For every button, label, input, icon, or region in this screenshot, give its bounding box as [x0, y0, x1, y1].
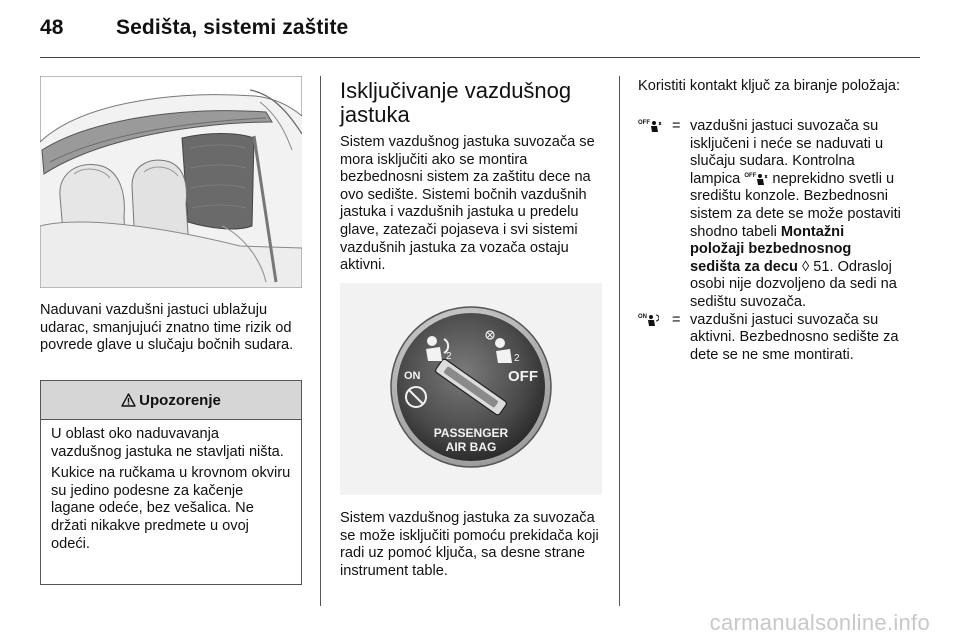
- inline-airbag-off-text: OFF: [744, 172, 757, 179]
- definition-off-text-c: . Odrasloj osobi nije dozvoljeno da sedi na sedištu suvozača.: [690, 258, 897, 310]
- definition-off: [638, 118, 902, 312]
- curtain-airbag-illustration: [40, 76, 302, 288]
- switch-label-off: OFF: [508, 368, 538, 385]
- passenger-airbag-off-icon: [650, 120, 662, 133]
- switch-label-airbag: AIR BAG: [445, 440, 497, 454]
- definition-off-text-b: neprekidno svetli u središtu konzole. Bezbednosni sistem za dete se može postaviti shodno tabeli: [690, 170, 901, 240]
- column-separator-1: [320, 76, 321, 606]
- page-number: 48: [40, 16, 64, 39]
- airbag-on-symbol-text: ON: [638, 313, 647, 320]
- column-separator-2: [619, 76, 620, 606]
- section-heading: Isključivanje vazdušnog jastuka: [340, 78, 572, 127]
- column3-intro: Koristiti kontakt ključ za biranje položaja:: [638, 78, 901, 94]
- page-title: Sedišta, sistemi zaštite: [116, 16, 349, 39]
- airbag-key-switch-photo: [340, 283, 602, 495]
- passenger-airbag-on-icon: [647, 314, 659, 327]
- switch-label-passenger: PASSENGER: [433, 426, 509, 440]
- figure2-caption: Sistem vazdušnog jastuka za suvozača se može isključiti pomoću prekidača koji radi uz pomoć ključa, sa desne strane instrument table.: [340, 510, 599, 579]
- airbag-off-symbol-text: OFF: [638, 120, 650, 126]
- cross-reference-title[interactable]: Montažni položaji bezbednosnog sedišta za decu: [690, 223, 852, 275]
- warning-triangle-icon: [121, 393, 136, 407]
- airbag-switch-drawing: [340, 283, 602, 495]
- definition-off-text-a: vazdušni jastuci suvozača su isključeni i neće se naduvati u slučaju sudara. Kontrolna lampica: [690, 118, 884, 187]
- reference-page[interactable]: 51: [813, 258, 830, 275]
- warning-title: Upozorenje: [139, 391, 221, 409]
- position-definitions: [638, 118, 902, 364]
- figure1-caption: Naduvani vazdušni jastuci ublažuju udarac, smanjujući znatno time rizik od povrede glave u slučaju bočnih sudara.: [40, 302, 294, 354]
- watermark: carmanualsonline.info: [709, 610, 930, 635]
- page-header: [40, 16, 348, 40]
- switch-label-on: ON: [404, 370, 421, 382]
- definition-on: [638, 312, 902, 365]
- warning-paragraph-2: Kukice na ručkama u krovnom okviru su jedino podesne za kačenje lagane odeće, bez vešalica. Ne držati nikakve predmete u ovoj odeći.: [51, 465, 291, 552]
- car-interior-drawing: [40, 76, 302, 288]
- warning-box: [40, 380, 302, 585]
- warning-paragraph-1: U oblast oko naduvavanja vazdušnog jastuka ne stavljati ništa.: [51, 426, 284, 460]
- switch-sub-left: 2: [446, 351, 452, 362]
- warning-header: [41, 381, 301, 420]
- reference-arrow-icon: ◊: [801, 258, 810, 275]
- section-intro: Sistem vazdušnog jastuka suvozača se mora isključiti ako se montira bezbednosni sistem za zaštitu dece na ovo sedište. Sistemi bočnih vazdušnih jastuka i vazdušnih jastuka u predelu glave, zatezači pojaseva i svi sistemi vazdušnih jastuka za vozača ostaju aktivni.: [340, 134, 595, 274]
- header-rule: [40, 57, 920, 58]
- inline-airbag-off-icon: [756, 173, 768, 186]
- definition-on-text: vazdušni jastuci suvozača su aktivni. Bezbednosno sedište za dete se ne sme montirati.: [690, 311, 899, 363]
- definition-eq: =: [672, 118, 681, 134]
- switch-sub-right: 2: [514, 353, 520, 364]
- definition-eq: =: [672, 311, 681, 328]
